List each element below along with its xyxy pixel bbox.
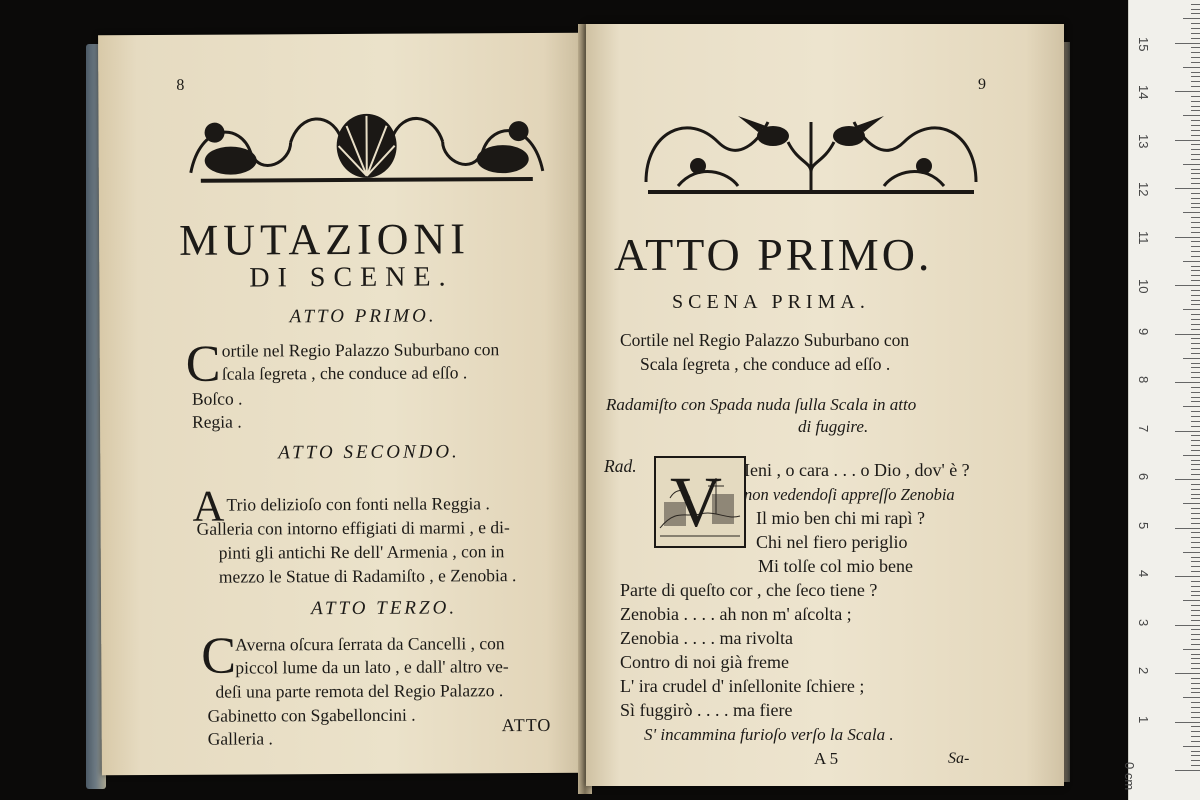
ruler-tick [1183, 697, 1200, 698]
right-act-title: ATTO PRIMO. [614, 229, 933, 280]
ruler-tick [1191, 387, 1200, 388]
ruler-tick [1191, 149, 1200, 150]
act1-line-2: ſcala ſegreta , che conduce ad eſſo . [221, 362, 468, 384]
ruler-tick [1191, 586, 1200, 587]
act2-heading: ATTO SECONDO. [278, 441, 460, 464]
ruler-tick [1175, 382, 1200, 383]
ruler-tick [1191, 397, 1200, 398]
ruler-tick [1191, 367, 1200, 368]
ruler-tick [1191, 295, 1200, 296]
ruler-tick [1191, 319, 1200, 320]
ruler-tick [1191, 683, 1200, 684]
ruler-number: 9 [1136, 327, 1151, 335]
ruler-tick [1175, 237, 1200, 238]
measuring-ruler [1122, 0, 1200, 800]
ruler-tick [1175, 673, 1200, 674]
ruler-tick [1175, 528, 1200, 529]
ruler-tick [1183, 503, 1200, 504]
ruler-tick [1191, 81, 1200, 82]
right-headpiece-ornament [638, 102, 984, 198]
ruler-tick [1191, 38, 1200, 39]
ruler-tick [1183, 358, 1200, 359]
ruler-tick [1191, 595, 1200, 596]
ruler-tick [1191, 537, 1200, 538]
left-title-line2: DI SCENE. [249, 261, 454, 294]
ruler-number: 14 [1136, 85, 1151, 100]
ruler-tick [1175, 334, 1200, 335]
ruler-tick [1191, 629, 1200, 630]
verse-line-1: Ieni , o cara . . . o Dio , dov' è ? [744, 460, 970, 480]
ruler-number: 4 [1136, 570, 1151, 578]
ruler-tick [1191, 348, 1200, 349]
ruler-tick [1191, 464, 1200, 465]
signature-mark: A 5 [814, 749, 839, 768]
ruler-tick [1191, 523, 1200, 524]
ruler-tick [1191, 532, 1200, 533]
ruler-tick [1183, 115, 1200, 116]
verse-line-9: Contro di noi già freme [620, 652, 789, 672]
open-book [86, 14, 1086, 789]
ruler-tick [1191, 13, 1200, 14]
ruler-tick [1191, 144, 1200, 145]
ruler-tick [1191, 193, 1200, 194]
ruler-tick [1191, 33, 1200, 34]
ruler-tick [1191, 159, 1200, 160]
ruler-tick [1183, 164, 1200, 165]
ruler-tick [1191, 513, 1200, 514]
ruler-tick [1191, 217, 1200, 218]
ruler-tick [1191, 494, 1200, 495]
act2-line-2: Galleria con intorno effigiati di marmi , e di- [196, 517, 510, 539]
ruler-tick [1191, 426, 1200, 427]
ruler-tick [1191, 251, 1200, 252]
act3-dropcap: C [201, 627, 237, 685]
ruler-tick [1183, 67, 1200, 68]
ruler-tick [1191, 207, 1200, 208]
ruler-tick [1191, 198, 1200, 199]
right-page-number: 9 [978, 76, 986, 93]
ruler-tick [1191, 353, 1200, 354]
ruler-tick [1175, 479, 1200, 480]
ruler-tick [1191, 154, 1200, 155]
ruler-tick [1191, 460, 1200, 461]
ruler-tick [1191, 256, 1200, 257]
ruler-number: 8 [1136, 376, 1151, 384]
verse-line-11: Sì fuggirò . . . . ma fiere [620, 700, 793, 720]
ruler-tick [1175, 625, 1200, 626]
ruler-tick [1191, 489, 1200, 490]
ruler-tick [1191, 547, 1200, 548]
ruler-tick [1191, 620, 1200, 621]
ruler-tick [1191, 275, 1200, 276]
ruler-tick [1191, 324, 1200, 325]
left-title-line1: MUTAZIONI [179, 214, 471, 265]
setting-line-1: Cortile nel Regio Palazzo Suburbano con [620, 330, 910, 350]
stage-direction-line-1: Radamiſto con Spada nuda ſulla Scala in atto [606, 395, 917, 414]
ruler-tick [1191, 435, 1200, 436]
ruler-tick [1191, 300, 1200, 301]
ruler-tick [1175, 285, 1200, 286]
ruler-tick [1191, 377, 1200, 378]
ruler-tick [1175, 770, 1200, 771]
ruler-tick [1183, 649, 1200, 650]
ruler-tick [1175, 576, 1200, 577]
ruler-tick [1191, 421, 1200, 422]
ruler-tick [1191, 731, 1200, 732]
ruler-number: 1 [1136, 715, 1151, 723]
ruler-tick [1191, 634, 1200, 635]
ruler-tick [1191, 130, 1200, 131]
ruler-number: 5 [1136, 521, 1151, 529]
right-page [586, 24, 1064, 786]
ruler-tick [1191, 557, 1200, 558]
ruler-tick [1191, 4, 1200, 5]
ruler-tick [1191, 591, 1200, 592]
ruler-tick [1191, 712, 1200, 713]
ruler-tick [1191, 571, 1200, 572]
ruler-tick [1183, 18, 1200, 19]
ruler-tick [1191, 688, 1200, 689]
ruler-tick [1191, 343, 1200, 344]
ruler-tick [1191, 241, 1200, 242]
ruler-number: 12 [1136, 182, 1151, 197]
ruler-number: 2 [1136, 667, 1151, 675]
ruler-tick [1175, 188, 1200, 189]
ruler-tick [1183, 455, 1200, 456]
ruler-tick [1191, 106, 1200, 107]
act2-dropcap: A [192, 481, 225, 531]
ruler-number: 11 [1136, 230, 1151, 244]
ruler-tick [1191, 440, 1200, 441]
ruler-tick [1191, 615, 1200, 616]
ruler-tick [1183, 261, 1200, 262]
ruler-tick [1191, 566, 1200, 567]
act2-line-3: pinti gli antichi Re dell' Armenia , con in [218, 541, 505, 563]
ruler-tick [1191, 755, 1200, 756]
act3-line-2: piccol lume da un lato , e dall' altro ve- [235, 656, 509, 678]
ruler-tick [1175, 91, 1200, 92]
ruler-tick [1191, 751, 1200, 752]
ruler-tick [1191, 678, 1200, 679]
ruler-tick [1191, 169, 1200, 170]
ruler-tick [1191, 692, 1200, 693]
ruler-tick [1191, 518, 1200, 519]
verse-line-7: Zenobia . . . . ah non m' aſcolta ; [620, 604, 852, 624]
ruler-tick [1191, 639, 1200, 640]
ruler-number: 7 [1136, 424, 1151, 432]
ruler-tick [1191, 135, 1200, 136]
ruler-tick [1191, 266, 1200, 267]
ruler-tick [1191, 232, 1200, 233]
ruler-tick [1191, 760, 1200, 761]
ruler-tick [1191, 86, 1200, 87]
ruler-tick [1191, 363, 1200, 364]
ruler-tick [1175, 43, 1200, 44]
ruler-tick [1191, 329, 1200, 330]
ruler-tick [1191, 707, 1200, 708]
ruler-number: 3 [1136, 618, 1151, 626]
ruler-tick [1183, 212, 1200, 213]
ruler-tick [1191, 542, 1200, 543]
verse-line-12: S' incammina furioſo verſo la Scala . [644, 725, 894, 744]
speaker-label: Rad. [604, 456, 637, 476]
ruler-tick [1183, 406, 1200, 407]
ruler-tick [1191, 450, 1200, 451]
ruler-tick [1191, 222, 1200, 223]
act1-extra-2: Regia . [192, 411, 242, 432]
ruler-tick [1191, 178, 1200, 179]
ruler-tick [1183, 600, 1200, 601]
ruler-tick [1191, 663, 1200, 664]
ruler-tick [1191, 72, 1200, 73]
ruler-tick [1175, 722, 1200, 723]
ruler-tick [1191, 474, 1200, 475]
ruler-tick [1191, 52, 1200, 53]
ruler-tick [1191, 280, 1200, 281]
ruler-tick [1191, 372, 1200, 373]
ruler-tick [1191, 76, 1200, 77]
right-catchword: Sa- [948, 750, 970, 767]
verse-line-6: Parte di queſto cor , che ſeco tiene ? [620, 580, 878, 600]
verse-line-2: non vedendoſi appreſſo Zenobia [744, 485, 955, 504]
ruler-number: 10 [1136, 279, 1151, 294]
ruler-tick [1191, 125, 1200, 126]
act3-line-1: Averna oſcura ſerrata da Cancelli , con [235, 633, 505, 655]
ruler-tick [1191, 246, 1200, 247]
act1-line-1: ortile nel Regio Palazzo Suburbano con [221, 339, 500, 361]
ruler-tick [1191, 62, 1200, 63]
ruler-tick [1191, 469, 1200, 470]
ruler-tick [1191, 203, 1200, 204]
ruler-tick [1191, 401, 1200, 402]
ruler-tick [1191, 717, 1200, 718]
ruler-tick [1191, 9, 1200, 10]
right-dropcap: V [670, 462, 722, 542]
illustrated-dropcap-box [654, 456, 746, 548]
ruler-tick [1191, 736, 1200, 737]
act1-dropcap: C [185, 335, 221, 393]
ruler-tick [1191, 120, 1200, 121]
ruler-tick [1191, 304, 1200, 305]
ruler-tick [1191, 28, 1200, 29]
ruler-tick [1191, 57, 1200, 58]
ruler-tick [1191, 416, 1200, 417]
ruler-tick [1191, 173, 1200, 174]
ruler-tick [1191, 183, 1200, 184]
ruler-number: 15 [1136, 36, 1151, 51]
act3-extra-1: Gabinetto con Sgabelloncini . [207, 704, 416, 726]
ruler-tick [1191, 702, 1200, 703]
ruler-tick [1191, 445, 1200, 446]
ruler-tick [1191, 47, 1200, 48]
act1-extra-1: Boſco . [191, 388, 243, 409]
ruler-tick [1191, 411, 1200, 412]
ruler-tick [1191, 610, 1200, 611]
verse-line-5: Mi tolſe col mio bene [758, 556, 913, 576]
ruler-tick [1183, 746, 1200, 747]
ruler-unit-label: 0 cm [1122, 762, 1137, 791]
ruler-number: 6 [1136, 473, 1151, 481]
ruler-tick [1191, 765, 1200, 766]
stage-direction-line-2: di fuggire. [798, 417, 869, 436]
left-page [98, 33, 586, 776]
act1-heading: ATTO PRIMO. [289, 305, 437, 328]
ruler-tick [1175, 431, 1200, 432]
verse-line-3: Il mio ben chi mi rapì ? [756, 508, 925, 528]
verse-line-8: Zenobia . . . . ma rivolta [620, 628, 793, 648]
setting-line-2: Scala ſegreta , che conduce ad eſſo . [640, 354, 891, 374]
ruler-tick [1191, 338, 1200, 339]
ruler-tick [1191, 726, 1200, 727]
ruler-tick [1191, 101, 1200, 102]
ruler-tick [1191, 658, 1200, 659]
ruler-tick [1191, 498, 1200, 499]
act3-extra-2: Galleria . [207, 728, 273, 749]
verse-line-4: Chi nel fiero periglio [756, 532, 908, 552]
ruler-tick [1191, 644, 1200, 645]
act3-heading: ATTO TERZO. [311, 597, 458, 620]
ruler-tick [1191, 561, 1200, 562]
ruler-tick [1191, 314, 1200, 315]
ruler-tick [1191, 392, 1200, 393]
left-page-number: 8 [176, 76, 185, 94]
act3-line-3: deſi una parte remota del Regio Palazzo . [215, 680, 504, 702]
ruler-tick [1191, 581, 1200, 582]
act2-line-1: Trio delizioſo con fonti nella Reggia . [226, 493, 490, 515]
ruler-tick [1175, 140, 1200, 141]
ruler-tick [1191, 290, 1200, 291]
left-headpiece-ornament [180, 101, 552, 189]
scene-heading: SCENA PRIMA. [672, 291, 870, 313]
ruler-tick [1183, 552, 1200, 553]
ruler-tick [1191, 484, 1200, 485]
left-catchword: ATTO [501, 714, 552, 736]
ruler-tick [1191, 741, 1200, 742]
ruler-tick [1191, 110, 1200, 111]
ruler-tick [1191, 270, 1200, 271]
verse-line-10: L' ira crudel d' inſellonite ſchiere ; [620, 676, 865, 696]
ruler-tick [1191, 654, 1200, 655]
ruler-tick [1191, 227, 1200, 228]
ruler-tick [1183, 309, 1200, 310]
ruler-tick [1191, 668, 1200, 669]
ruler-tick [1191, 23, 1200, 24]
ruler-tick [1191, 605, 1200, 606]
act2-line-4: mezzo le Statue di Radamiſto , e Zenobia . [218, 565, 517, 587]
ruler-number: 13 [1136, 133, 1151, 148]
ruler-tick [1191, 508, 1200, 509]
ruler-tick [1191, 96, 1200, 97]
